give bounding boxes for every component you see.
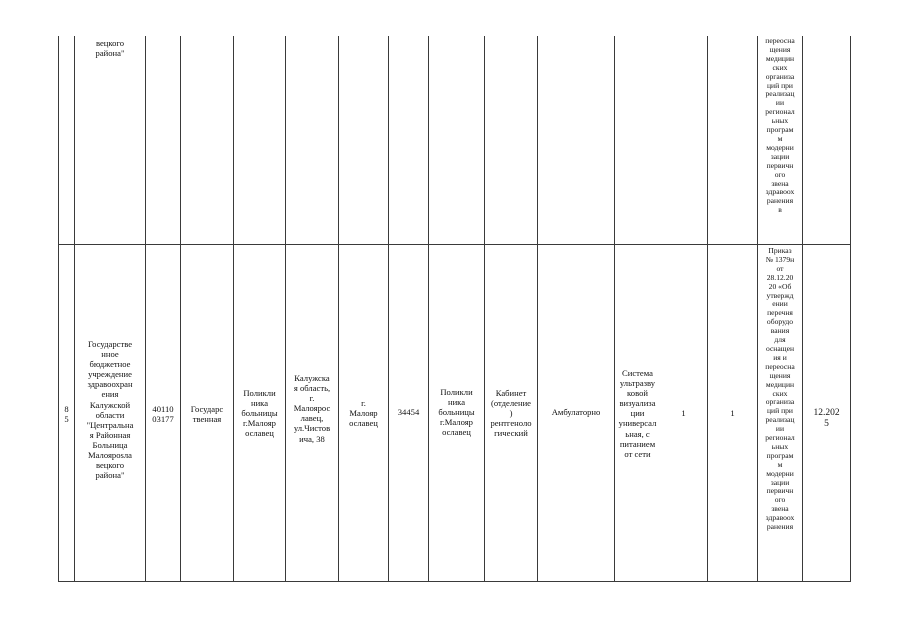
row-separator bbox=[58, 581, 850, 582]
col-line bbox=[484, 36, 485, 582]
ownership-type: Государс твенная bbox=[190, 404, 224, 425]
organization-name: Государстве нное бюджетное учреждение здравоохран ения Калужской области "Центральна я Районная Больница Малоярosла вецкого района" bbox=[86, 339, 134, 481]
col-line bbox=[338, 36, 339, 582]
care-type: Амбулаторно bbox=[551, 407, 601, 417]
quantity-1: 1 bbox=[681, 408, 686, 418]
department: Кабинет (отделение ) рентгеноло гический bbox=[490, 388, 532, 439]
basis-document: Приказ № 1379н от 28.12.20 20 «Об утвержд ении перечня оборудо вания для оснащен ия и переосна щения медицин ских организа ций при реализац ии регионал ьных програм м модерни зации первичн ого звена здравоох ранения bbox=[765, 246, 795, 532]
row-number: 8 5 bbox=[64, 404, 69, 425]
org-name-continued: вецкого района" bbox=[95, 38, 125, 59]
col-line bbox=[802, 36, 803, 582]
col-line bbox=[233, 36, 234, 582]
col-line bbox=[428, 36, 429, 582]
inn: 40110 03177 bbox=[152, 404, 174, 425]
basis-continued: переосна щения медицин ских организа ций при реализац ии регионал ьных програм м модерни зации первичн ого звена здравоох ранения в bbox=[765, 36, 795, 215]
row-separator bbox=[58, 244, 850, 245]
postal-code: 34454 bbox=[397, 407, 420, 417]
city: г. Малояр ославец bbox=[349, 398, 378, 429]
col-line bbox=[614, 36, 615, 582]
facility-name-2: Поликли ника больницы г.Малояр ославец bbox=[438, 387, 475, 438]
quantity-2: 1 bbox=[730, 408, 735, 418]
col-line bbox=[180, 36, 181, 582]
col-line bbox=[537, 36, 538, 582]
col-line bbox=[388, 36, 389, 582]
equipment: Система ультразву ковой визуализа ции универсал ьная, с питанием от сети bbox=[618, 368, 657, 459]
facility-name: Поликли ника больницы г.Малояр ославец bbox=[241, 388, 278, 439]
col-line bbox=[850, 36, 851, 582]
address: Калужска я область, г. Малоярос лавец, ул.Чистов ича, 38 bbox=[293, 373, 331, 444]
col-line bbox=[145, 36, 146, 582]
deadline-date: 12.202 5 bbox=[813, 408, 840, 429]
col-line bbox=[285, 36, 286, 582]
col-line bbox=[74, 36, 75, 582]
col-line bbox=[58, 36, 59, 582]
col-line bbox=[707, 36, 708, 582]
